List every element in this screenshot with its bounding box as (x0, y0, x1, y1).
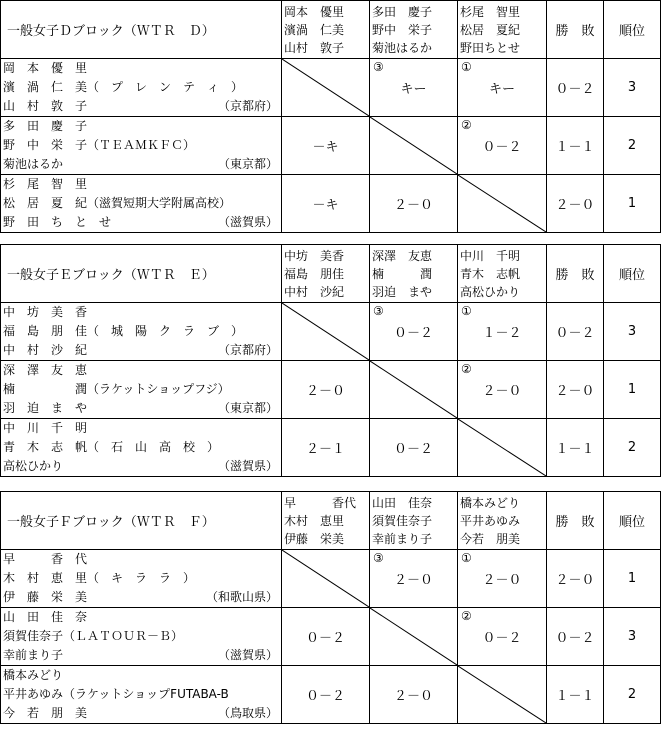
column-player-name: 野田ちとせ (460, 40, 521, 55)
player-line (1, 646, 281, 665)
column-player-name: 菊池はるか (372, 40, 433, 55)
league-block (0, 491, 660, 724)
player-name: 岡 本 優 里 (3, 61, 88, 75)
player-name: 須賀佳奈子（ＬＡＴＯＵＲ－Ｂ） (3, 629, 184, 643)
diagonal-line (458, 666, 546, 723)
rank-value: 1 (604, 175, 661, 233)
team-location: （滋賀県） (217, 648, 278, 662)
self-match-cell (370, 608, 458, 666)
column-team (458, 245, 547, 303)
column-player-name: 伊藤 栄美 (284, 531, 345, 546)
rank-value: 3 (604, 59, 661, 117)
match-result: ０－２ (482, 631, 522, 646)
column-player-name: 幸前まり子 (372, 531, 433, 546)
record-header: 勝 敗 (547, 492, 604, 550)
player-name: 山 田 佳 奈 (3, 610, 88, 624)
player-line (1, 97, 281, 116)
match-cell (370, 59, 458, 117)
match-order-mark: ① (461, 304, 472, 318)
player-line (1, 175, 281, 194)
league-block (0, 244, 660, 477)
match-order-mark: ② (461, 362, 472, 376)
team-row (1, 59, 661, 117)
team-players (1, 419, 282, 477)
win-loss-record: １－１ (547, 666, 604, 724)
player-line (1, 666, 281, 685)
match-result: キー (488, 82, 515, 97)
player-line (1, 685, 281, 704)
match-order-mark: ③ (373, 551, 384, 565)
team-row (1, 361, 661, 419)
team-players (1, 175, 282, 233)
column-team (458, 1, 547, 59)
rank-value: 2 (604, 117, 661, 175)
player-name: 木 村 恵 里（ キ ラ ラ ） (3, 571, 196, 585)
team-players (1, 303, 282, 361)
match-result: －キ (312, 198, 339, 213)
column-player-name: 平井あゆみ (460, 513, 521, 528)
match-result: ２－０ (482, 384, 522, 399)
diagonal-line (370, 117, 457, 174)
player-name: 高松ひかり (3, 459, 64, 473)
match-cell (282, 361, 370, 419)
match-result: ０－２ (393, 442, 433, 457)
player-name: 早 香 代 (3, 552, 88, 566)
column-team (370, 1, 458, 59)
match-cell (458, 608, 547, 666)
column-player-name: 中川 千明 (460, 248, 521, 263)
match-order-mark: ③ (373, 304, 384, 318)
player-line (1, 155, 281, 174)
column-team (282, 245, 370, 303)
win-loss-record: ０－２ (547, 303, 604, 361)
match-result: ２－０ (305, 384, 345, 399)
diagonal-line (458, 175, 546, 232)
player-name: 楠 潤（ラケットショップフジ） (3, 382, 230, 396)
column-player-name: 今若 朋美 (460, 531, 521, 546)
self-match-cell (282, 59, 370, 117)
match-result: ０－２ (305, 631, 345, 646)
league-table (0, 244, 661, 477)
match-order-mark: ① (461, 60, 472, 74)
column-player-name: 中坊 美香 (284, 248, 345, 263)
match-result: ２－０ (393, 198, 433, 213)
header-row (1, 1, 661, 59)
column-player-name: 松居 夏紀 (460, 22, 521, 37)
player-name: 濱 渦 仁 美（ プ レ ン テ ィ ） (3, 80, 244, 94)
player-line (1, 704, 281, 723)
column-player-name: 楠 潤 (372, 266, 433, 281)
rank-header: 順位 (604, 245, 661, 303)
player-name: 山 村 敦 子 (3, 99, 88, 113)
self-match-cell (370, 361, 458, 419)
player-name: 平井あゆみ（ラケットショップFUTABA-B (3, 687, 229, 701)
column-team (370, 245, 458, 303)
rank-value: 3 (604, 303, 661, 361)
player-name: 野 田 ち と せ (3, 215, 112, 229)
match-cell (282, 666, 370, 724)
match-cell (370, 550, 458, 608)
team-players (1, 117, 282, 175)
column-player-name: 青木 志帆 (460, 266, 521, 281)
match-result: ０－２ (393, 326, 433, 341)
column-player-name: 高松ひかり (460, 284, 521, 299)
player-line (1, 213, 281, 232)
match-order-mark: ① (461, 551, 472, 565)
match-result: ２－０ (393, 573, 433, 588)
team-row (1, 303, 661, 361)
league-table (0, 491, 661, 724)
player-line (1, 341, 281, 360)
team-location: （和歌山県） (205, 590, 278, 604)
match-cell (370, 666, 458, 724)
team-players (1, 608, 282, 666)
team-location: （滋賀県） (217, 215, 278, 229)
player-name: 野 中 栄 子（ＴＥＡＭＫＦＣ） (3, 138, 196, 152)
player-name: 多 田 慶 子 (3, 119, 88, 133)
win-loss-record: １－１ (547, 419, 604, 477)
player-line (1, 550, 281, 569)
match-cell (458, 361, 547, 419)
match-result: ２－０ (393, 689, 433, 704)
win-loss-record: ０－２ (547, 59, 604, 117)
player-line (1, 588, 281, 607)
column-player-name: 羽迫 まや (372, 284, 433, 299)
player-name: 杉 尾 智 里 (3, 177, 88, 191)
team-players (1, 59, 282, 117)
player-name: 今 若 朋 美 (3, 706, 88, 720)
player-line (1, 380, 281, 399)
player-name: 菊池はるか (3, 157, 64, 171)
player-line (1, 608, 281, 627)
rank-value: 2 (604, 666, 661, 724)
team-location: （東京都） (217, 157, 278, 171)
player-name: 深 澤 友 恵 (3, 363, 88, 377)
player-name: 中 村 沙 紀 (3, 343, 88, 357)
player-name: 松 居 夏 紀（滋賀短期大学附属高校） (3, 196, 232, 210)
player-name: 幸前まり子 (3, 648, 64, 662)
player-line (1, 78, 281, 97)
match-cell (458, 303, 547, 361)
team-location: （滋賀県） (217, 459, 278, 473)
column-player-name: 木村 恵里 (284, 513, 345, 528)
rank-header: 順位 (604, 1, 661, 59)
player-name: 中 坊 美 香 (3, 305, 88, 319)
match-cell (282, 117, 370, 175)
column-player-name: 須賀佳奈子 (372, 513, 433, 528)
match-cell (282, 175, 370, 233)
match-result: ２－０ (482, 573, 522, 588)
team-location: （京都府） (217, 343, 278, 357)
win-loss-record: ２－０ (547, 361, 604, 419)
column-team (458, 492, 547, 550)
player-line (1, 59, 281, 78)
team-row (1, 608, 661, 666)
self-match-cell (282, 303, 370, 361)
team-players (1, 666, 282, 724)
rank-value: 1 (604, 361, 661, 419)
team-location: （鳥取県） (217, 706, 278, 720)
diagonal-line (282, 59, 369, 116)
self-match-cell (458, 666, 547, 724)
diagonal-line (370, 361, 457, 418)
column-player-name: 杉尾 智里 (460, 4, 521, 19)
block-title: 一般女子Ｄブロック（ＷＴＲ Ｄ） (1, 1, 282, 59)
column-player-name: 岡本 優里 (284, 4, 345, 19)
match-result: ２－１ (305, 442, 345, 457)
diagonal-line (370, 608, 457, 665)
self-match-cell (370, 117, 458, 175)
team-location: （京都府） (217, 99, 278, 113)
diagonal-line (282, 303, 369, 360)
player-line (1, 136, 281, 155)
player-line (1, 627, 281, 646)
column-player-name: 橋本みどり (460, 495, 521, 510)
match-cell (370, 175, 458, 233)
column-player-name: 山村 敦子 (284, 40, 345, 55)
match-order-mark: ② (461, 609, 472, 623)
match-cell (370, 303, 458, 361)
player-line (1, 457, 281, 476)
player-line (1, 117, 281, 136)
match-cell (458, 117, 547, 175)
player-line (1, 569, 281, 588)
self-match-cell (458, 175, 547, 233)
self-match-cell (458, 419, 547, 477)
column-player-name: 野中 栄子 (372, 22, 433, 37)
rank-value: 2 (604, 419, 661, 477)
column-team (282, 1, 370, 59)
player-name: 橋本みどり (3, 668, 64, 682)
win-loss-record: ２－０ (547, 175, 604, 233)
header-row (1, 245, 661, 303)
record-header: 勝 敗 (547, 1, 604, 59)
player-name: 羽 迫 ま や (3, 401, 88, 415)
rank-value: 3 (604, 608, 661, 666)
column-player-name: 深澤 友恵 (372, 248, 433, 263)
match-cell (458, 550, 547, 608)
win-loss-record: ２－０ (547, 550, 604, 608)
record-header: 勝 敗 (547, 245, 604, 303)
team-row (1, 550, 661, 608)
player-name: 青 木 志 帆（ 石 山 高 校 ） (3, 440, 220, 454)
column-team (282, 492, 370, 550)
player-line (1, 361, 281, 380)
team-row (1, 419, 661, 477)
player-line (1, 194, 281, 213)
diagonal-line (458, 419, 546, 476)
player-line (1, 399, 281, 418)
player-line (1, 438, 281, 457)
self-match-cell (282, 550, 370, 608)
player-name: 伊 藤 栄 美 (3, 590, 88, 604)
team-row (1, 175, 661, 233)
column-player-name: 山田 佳奈 (372, 495, 433, 510)
player-name: 中 川 千 明 (3, 421, 88, 435)
match-cell (282, 419, 370, 477)
block-title: 一般女子Ｆブロック（ＷＴＲ Ｆ） (1, 492, 282, 550)
match-order-mark: ③ (373, 60, 384, 74)
league-table (0, 0, 661, 233)
league-block (0, 0, 660, 233)
diagonal-line (282, 550, 369, 607)
match-cell (370, 419, 458, 477)
column-player-name: 中村 沙紀 (284, 284, 345, 299)
win-loss-record: ０－２ (547, 608, 604, 666)
match-cell (458, 59, 547, 117)
win-loss-record: １－１ (547, 117, 604, 175)
player-line (1, 419, 281, 438)
rank-value: 1 (604, 550, 661, 608)
team-row (1, 117, 661, 175)
match-result: －キ (312, 140, 339, 155)
player-line (1, 303, 281, 322)
rank-header: 順位 (604, 492, 661, 550)
header-row (1, 492, 661, 550)
team-players (1, 361, 282, 419)
column-player-name: 多田 慶子 (372, 4, 433, 19)
match-result: キー (400, 82, 427, 97)
team-row (1, 666, 661, 724)
team-location: （東京都） (217, 401, 278, 415)
column-player-name: 濱渦 仁美 (284, 22, 345, 37)
player-name: 福 島 朋 佳（ 城 陽 ク ラ ブ ） (3, 324, 244, 338)
match-result: ０－２ (305, 689, 345, 704)
match-cell (282, 608, 370, 666)
column-player-name: 福島 朋佳 (284, 266, 345, 281)
column-team (370, 492, 458, 550)
match-result: ０－２ (482, 140, 522, 155)
match-order-mark: ② (461, 118, 472, 132)
team-players (1, 550, 282, 608)
player-line (1, 322, 281, 341)
match-result: １－２ (482, 326, 522, 341)
column-player-name: 早 香代 (284, 495, 357, 510)
block-title: 一般女子Ｅブロック（ＷＴＲ Ｅ） (1, 245, 282, 303)
